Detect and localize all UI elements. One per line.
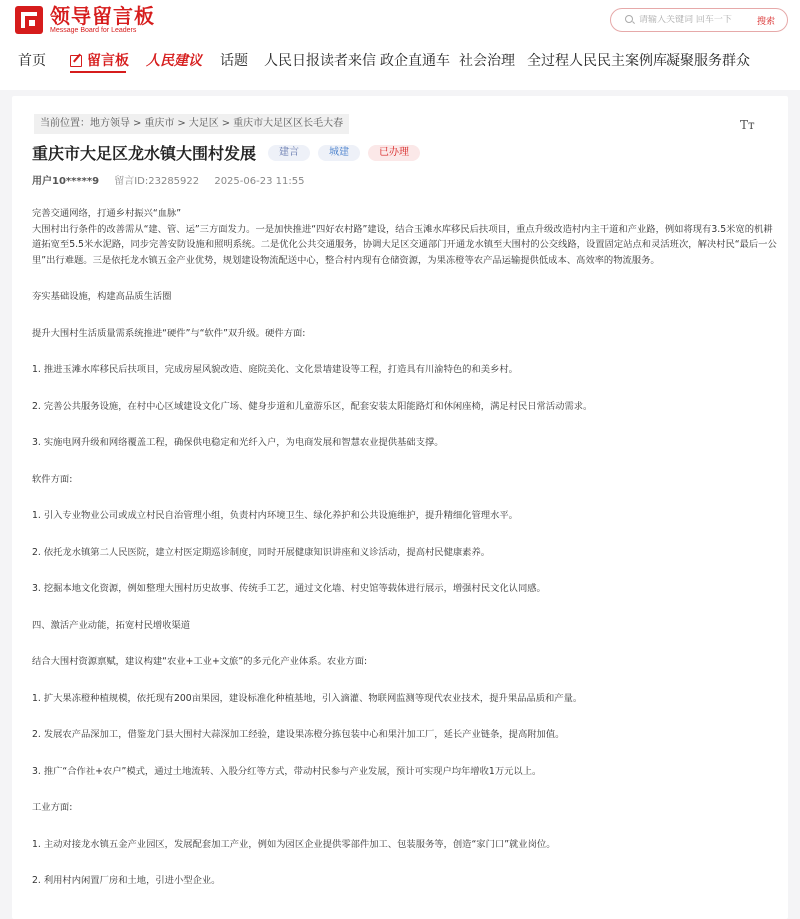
content-paragraph: 1. 推进玉滩水库移民后扶项目，完成房屋风貌改造、庭院美化、文化景墙建设等工程，打造具有川渝特色的和美乡村。	[32, 364, 518, 375]
content-paragraph: 结合大围村资源禀赋，建议构建“农业+工业+文旅”的多元化产业体系。农业方面:	[32, 656, 368, 667]
nav-home[interactable]: 首页	[18, 53, 46, 69]
top-header	[0, 0, 800, 90]
search-icon	[625, 15, 635, 25]
status-badge: 已办理	[368, 145, 420, 161]
breadcrumb-item[interactable]: 地方领导	[90, 118, 130, 129]
breadcrumb-separator: >	[177, 118, 186, 129]
breadcrumb-item[interactable]: 重庆市大足区区长毛大春	[233, 118, 344, 129]
content-paragraph: 大围村出行条件的改善需从“建、管、运”三方面发力。一是加快推进“四好农村路”建设，结合玉滩水库移民后扶项目，重点升级改造村内主干道和产业路，例如将现有3.5米宽的机耕道拓宽至5.5米水泥路，同步完善安防设施和照明系统。二是优化公共交通服务，协调大足区交通部门开通龙水镇至大围村的公交线路，设置固定站点和灵活班次，解决村民“最后一公里”出行难题。三是依托龙水镇五金产业优势，规划建设物流配送中心，整合村内现有仓储资源，为果冻橙等农产品运输提供低成本、高效率的物流服务。	[32, 223, 777, 266]
nav-serve-masses[interactable]: 凝聚服务群众	[666, 53, 750, 69]
site-logo[interactable]	[14, 5, 155, 35]
logo-subtitle: Message Board for Leaders	[50, 27, 137, 34]
breadcrumb-separator: >	[221, 118, 231, 129]
main-nav	[0, 46, 800, 74]
message-card	[12, 96, 788, 919]
content-paragraph: 2. 利用村内闲置厂房和土地，引进小型企业。	[32, 875, 221, 886]
edit-icon	[70, 53, 84, 67]
nav-topics[interactable]: 话题	[220, 53, 248, 69]
post-content	[32, 206, 780, 910]
active-nav-underline	[70, 71, 126, 73]
tag-urban-construction: 城建	[318, 145, 360, 161]
post-meta	[32, 172, 316, 187]
content-paragraph: 工业方面:	[32, 802, 73, 813]
post-user: 用户10*****9	[32, 176, 100, 187]
page-title: 重庆市大足区龙水镇大围村发展	[32, 144, 257, 163]
logo-mark-icon	[14, 5, 44, 35]
logo-title: 领导留言板	[50, 4, 155, 28]
content-paragraph: 2. 完善公共服务设施，在村中心区域建设文化广场、健身步道和儿童游乐区，配套安装太阳能路灯和休闲座椅，满足村民日常活动需求。	[32, 400, 593, 412]
font-size-toggle-icon[interactable]: Tт	[740, 118, 755, 132]
content-paragraph: 1. 扩大果冻橙种植规模，依托现有200亩果园，建设标准化种植基地，引入滴灌、物联网监测等现代农业技术，提升果品品质和产量。	[32, 692, 583, 704]
nav-people-suggestions[interactable]: 人民建议	[146, 53, 202, 69]
content-paragraph: 2. 依托龙水镇第二人民医院，建立村医定期巡诊制度，同时开展健康知识讲座和义诊活动，提高村民健康素养。	[32, 546, 491, 558]
nav-gov-business[interactable]: 政企直通车	[380, 53, 450, 69]
content-paragraph: 1. 引入专业物业公司或成立村民自治管理小组，负责村内环境卫生、绿化养护和公共设施维护，提升精细化管理水平。	[32, 510, 518, 521]
post-datetime: 2025-06-23 11:55	[214, 176, 305, 187]
post-message-id: 留言ID:23285922	[114, 176, 200, 187]
content-paragraph: 3. 推广“合作社+农户”模式，通过土地流转、入股分红等方式，带动村民参与产业发展，预计可实现户均年增收1万元以上。	[32, 765, 542, 777]
tag-suggestion: 建言	[268, 145, 310, 161]
nav-democracy-cases[interactable]: 全过程人民民主案例库	[527, 53, 667, 69]
search-box	[610, 8, 788, 32]
content-paragraph: 3. 挖掘本地文化资源，例如整理大围村历史故事、传统手工艺，通过文化墙、村史馆等载体进行展示，增强村民文化认同感。	[32, 583, 546, 594]
breadcrumb-separator: >	[133, 118, 142, 129]
breadcrumb	[34, 114, 349, 134]
content-paragraph: 完善交通网络，打通乡村振兴“血脉”	[32, 208, 182, 219]
nav-message-board-label: 留言板	[87, 53, 129, 69]
content-paragraph: 提升大围村生活质量需系统推进“硬件”与“软件”双升级。硬件方面:	[32, 327, 306, 339]
nav-readers-letters[interactable]: 人民日报读者来信	[264, 53, 376, 69]
breadcrumb-item[interactable]: 大足区	[188, 118, 219, 129]
content-paragraph: 夯实基础设施，构建高品质生活圈	[32, 291, 172, 302]
nav-message-board[interactable]	[70, 50, 129, 70]
content-paragraph: 3. 实施电网升级和网络覆盖工程，确保供电稳定和光纤入户，为电商发展和智慧农业提供基础支撑。	[32, 437, 444, 448]
breadcrumb-prefix: 当前位置：	[40, 118, 90, 129]
title-row	[32, 141, 420, 164]
content-paragraph: 软件方面:	[32, 473, 73, 485]
breadcrumb-item[interactable]: 重庆市	[144, 118, 175, 129]
search-button[interactable]: 搜索	[756, 16, 775, 27]
search-input[interactable]	[639, 15, 749, 25]
content-paragraph: 1. 主动对接龙水镇五金产业园区，发展配套加工产业，例如为园区企业提供零部件加工、包装服务等，创造“家门口”就业岗位。	[32, 838, 556, 850]
nav-social-governance[interactable]: 社会治理	[459, 53, 515, 69]
content-paragraph: 2. 发展农产品深加工，借鉴龙门县大围村大蒜深加工经验，建设果冻橙分拣包装中心和果汁加工厂，延长产业链条，提高附加值。	[32, 729, 565, 740]
content-paragraph: 四、激活产业动能，拓宽村民增收渠道	[32, 619, 191, 631]
